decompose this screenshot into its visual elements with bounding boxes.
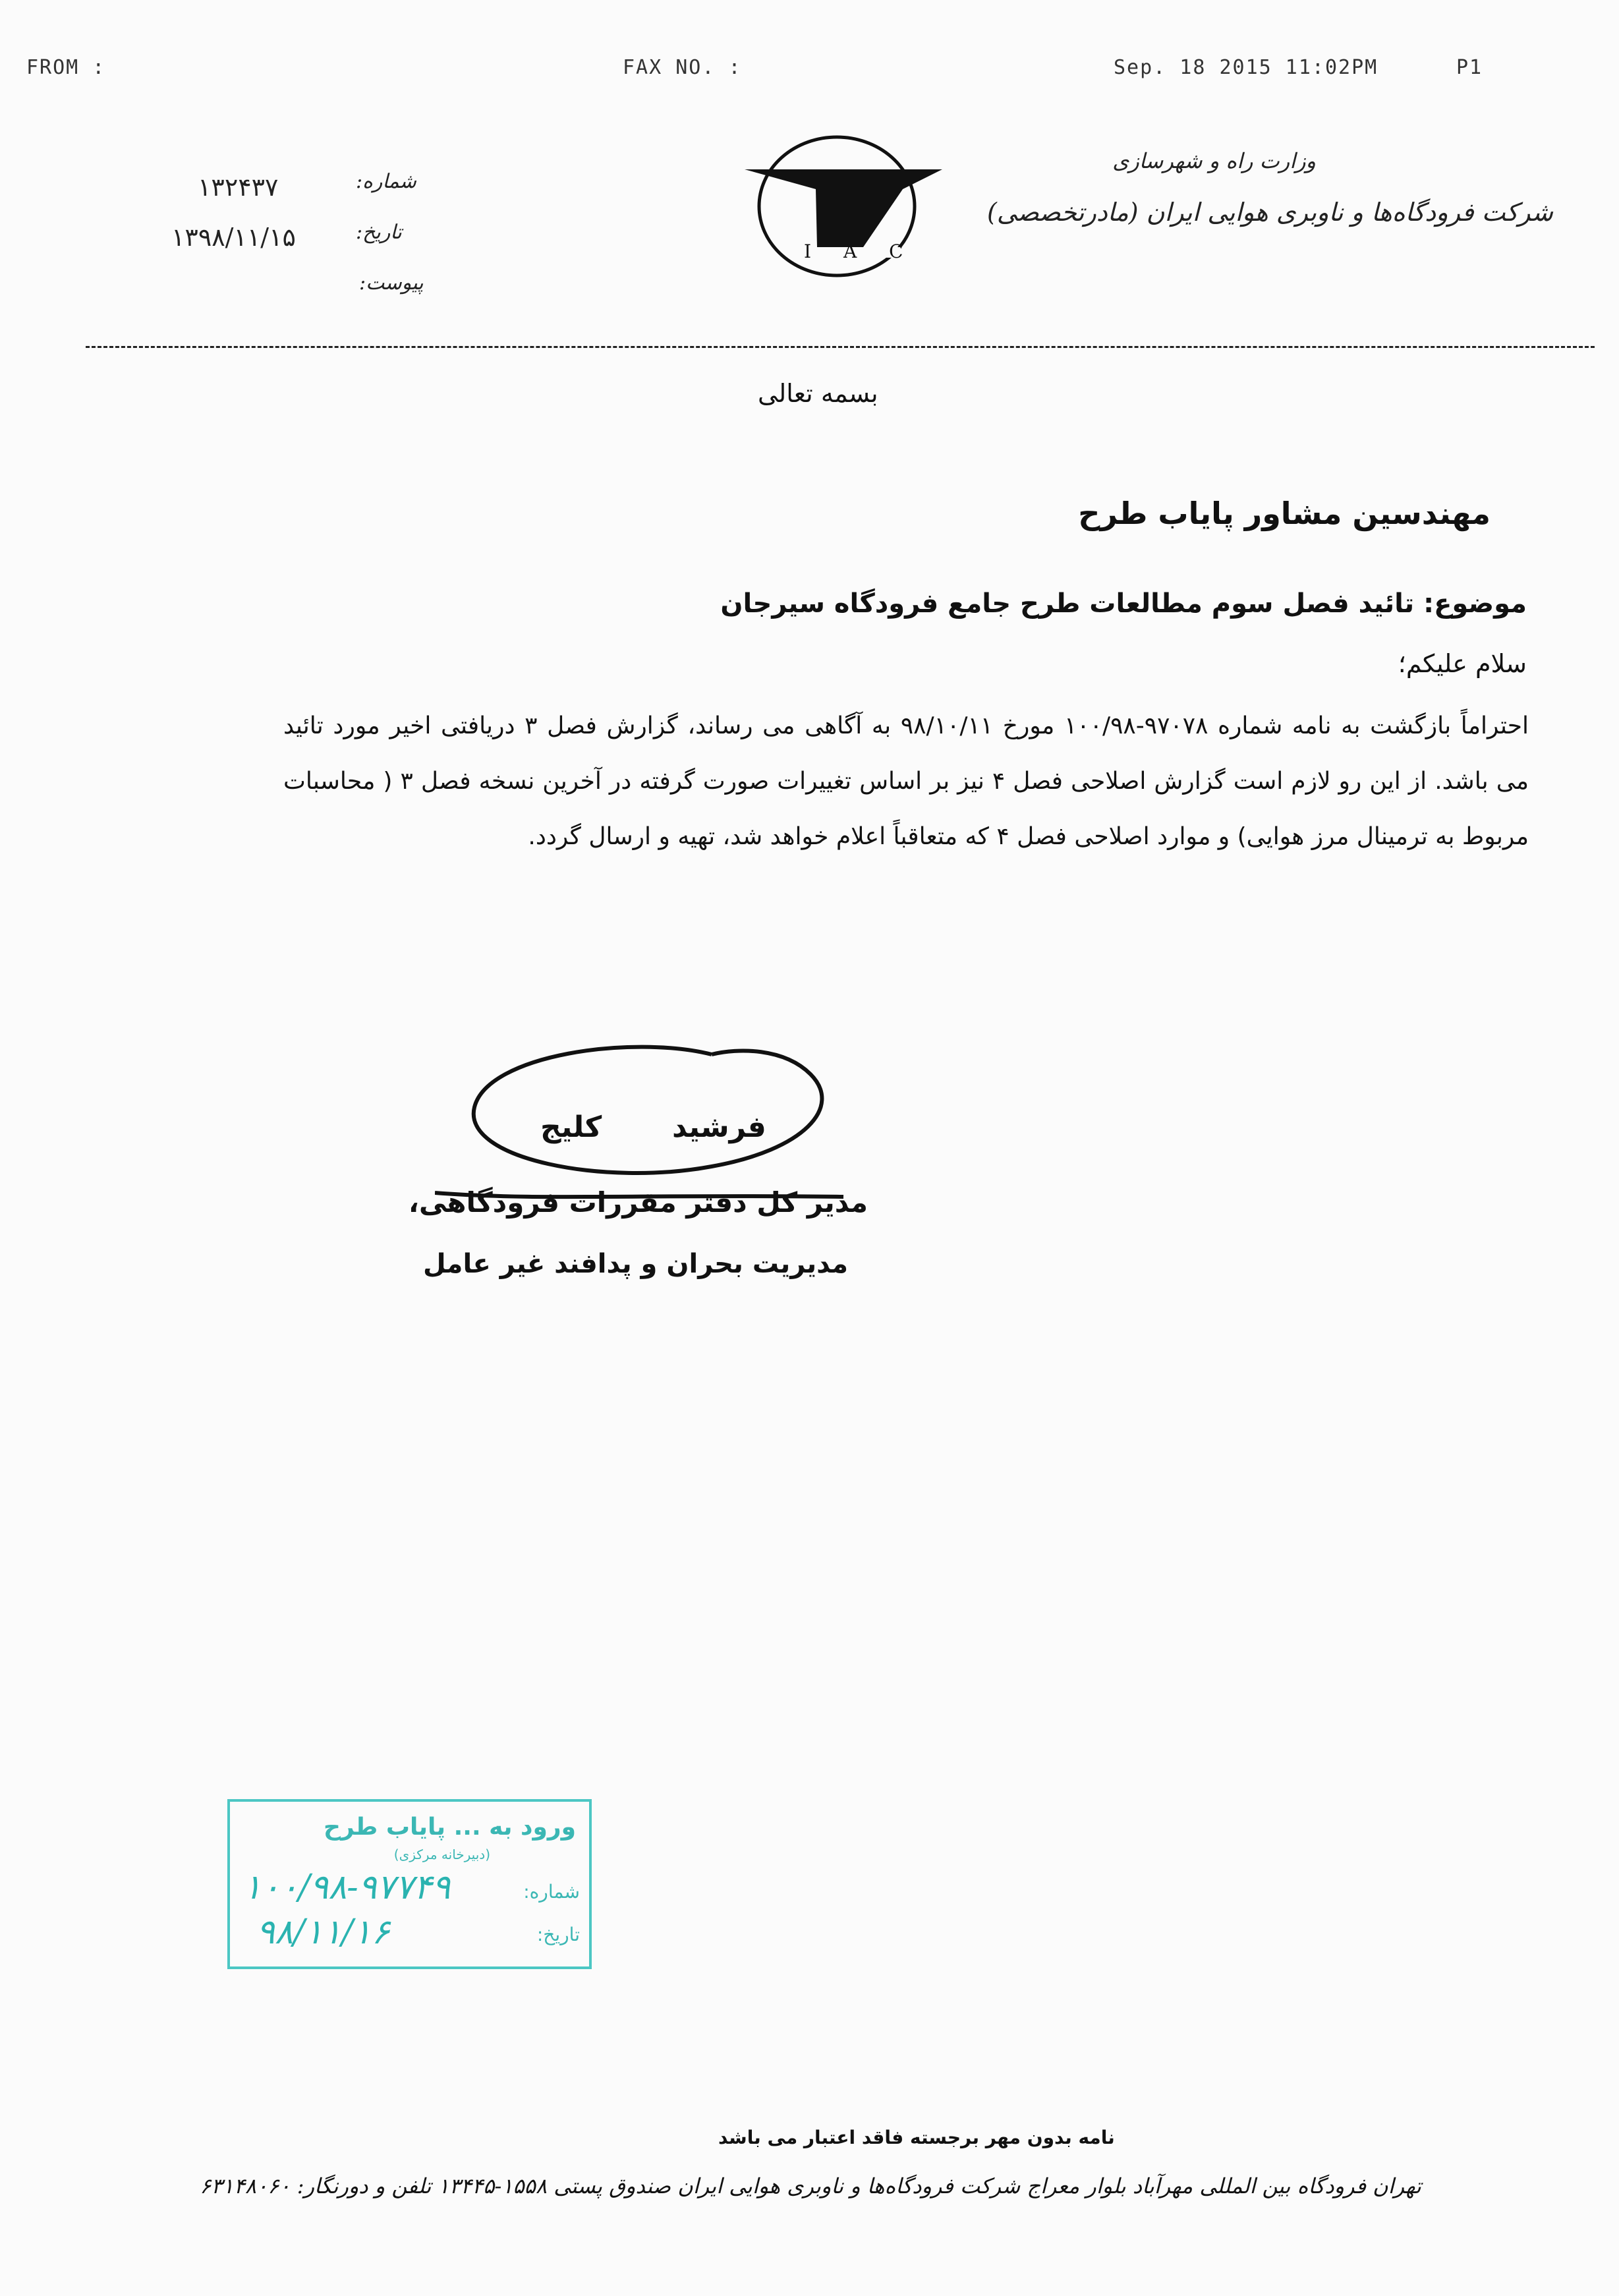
footer-address: تهران فرودگاه بین المللی مهرآباد بلوار معراج شرکت فرودگاه‌ها و ناوبری هوایی ایران صندوق پستی ۱۵۵۸-۱۳۴۴۵ تلفن و دورنگار: ۶۳۱۴۸۰۶۰ — [200, 2173, 1421, 2198]
receipt-stamp — [227, 1799, 592, 1969]
iac-logo — [738, 129, 949, 280]
signatory-first-name: فرشید — [672, 1110, 766, 1144]
header-divider — [86, 346, 1595, 348]
stamp-date-value: ۹۸/۱۱/۱۶ — [256, 1912, 390, 1952]
number-label: شماره: — [356, 170, 416, 193]
company-name: شرکت فرودگاه‌ها و ناوبری هوایی ایران (مادرتخصصی) — [986, 198, 1553, 227]
fax-from: FROM : — [26, 56, 106, 79]
fax-datetime: Sep. 18 2015 11:02PM — [1114, 56, 1378, 79]
fax-page: P1 — [1456, 56, 1483, 79]
invocation: بسمه تعالی — [758, 379, 878, 408]
stamp-title: ورود به ... پایاب طرح — [324, 1814, 576, 1841]
fax-number-label: FAX NO. : — [623, 56, 742, 79]
footer-notice: نامه بدون مهر برجسته فاقد اعتبار می باشد — [718, 2127, 1115, 2148]
date-label: تاریخ: — [356, 221, 402, 244]
stamp-number-value: ۱۰۰/۹۸-۹۷۷۴۹ — [243, 1868, 451, 1907]
letter-body: احتراماً بازگشت به نامه شماره ۹۷۰۷۸-۱۰۰/۹۸ مورخ ۹۸/۱۰/۱۱ به آگاهی می رساند، گزارش فصل ۳ دریافتی اخیر مورد تائید می باشد. از این رو لازم است گزارش اصلاحی فصل ۴ نیز بر اساس تغییرات صورت گرفته در آخرین نسخه فصل ۳ ( محاسبات مربوط به ترمینال مرز هوایی) و موارد اصلاحی فصل ۴ که متعاقباً اعلام خواهد شد، تهیه و ارسال گردد. — [283, 712, 1529, 850]
greeting: سلام علیکم؛ — [1398, 649, 1527, 678]
logo-lettering: I A C — [804, 241, 917, 262]
recipient: مهندسین مشاور پایاب طرح — [1078, 496, 1491, 531]
stamp-subtitle: (دبیرخانه مرکزی) — [393, 1847, 490, 1862]
signatory-title-1: مدیر کل دفتر مقررات فرودگاهی، — [408, 1186, 868, 1219]
letter-number: ۱۳۲۴۳۷ — [198, 173, 279, 202]
letter-date: ۱۳۹۸/۱۱/۱۵ — [171, 223, 296, 252]
attachment-label: پیوست: — [359, 272, 424, 295]
signatory-last-name: کلیج — [540, 1110, 602, 1144]
stamp-date-label: تاریخ: — [536, 1924, 580, 1945]
signatory-title-2: مدیریت بحران و پدافند غیر عامل — [422, 1249, 848, 1279]
stamp-number-label: شماره: — [523, 1881, 580, 1903]
ministry-name: وزارت راه و شهرسازی — [1112, 148, 1316, 173]
subject-line: موضوع: تائید فصل سوم مطالعات طرح جامع فرودگاه سیرجان — [720, 588, 1527, 619]
